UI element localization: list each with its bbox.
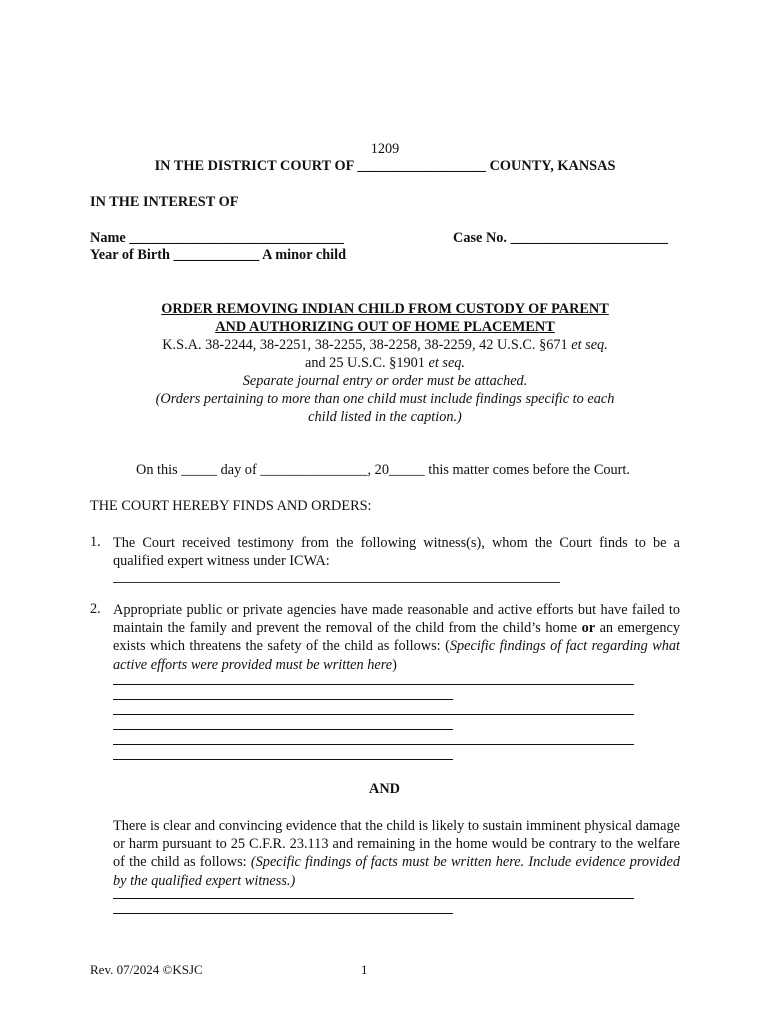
item-2-italic: Specific findings of fact regarding what active efforts were provided must be written here xyxy=(113,638,680,673)
form-number: 1209 xyxy=(370,141,400,157)
findings-line xyxy=(113,759,453,760)
item-1-text: The Court received testimony from the following witness(s), whom the Court finds to be a qualified expert witness under ICWA: xyxy=(113,535,680,570)
item-2-number: 2. xyxy=(90,601,101,617)
statutes-text-2: and 25 U.S.C. §1901 xyxy=(304,355,429,371)
multiple-children-note-2: child listed in the caption.) xyxy=(308,409,462,425)
court-prefix: IN THE DISTRICT COURT OF xyxy=(154,158,354,174)
order-title-line-1: ORDER REMOVING INDIAN CHILD FROM CUSTODY OF PARENT xyxy=(161,301,609,317)
minor-child-label: A minor child xyxy=(262,247,347,263)
journal-entry-note: Separate journal entry or order must be attached. xyxy=(242,373,528,389)
findings-line xyxy=(113,684,634,685)
statutes-text-1: K.S.A. 38-2244, 38-2251, 38-2255, 38-2258, 38-2259, 42 U.S.C. §671 xyxy=(162,337,572,353)
evidence-text: There is clear and convincing evidence that the child is likely to sustain imminent physical damage or harm pursuant to 25 C.F.R. 23.113 and remaining in the home would be contrary to the welfare of the child as follows: xyxy=(113,818,680,871)
statutes-line-1 xyxy=(0,337,770,354)
court-heading xyxy=(0,158,770,175)
and-label: AND xyxy=(369,781,400,797)
statutes-italic-2: et seq. xyxy=(428,355,466,371)
name-line xyxy=(90,230,344,247)
statutes-line-2 xyxy=(0,355,770,372)
findings-line xyxy=(113,699,453,700)
county-blank: __________________ xyxy=(357,158,487,174)
court-suffix: COUNTY, KANSAS xyxy=(489,158,616,174)
case-no-line xyxy=(453,230,668,247)
page-number: 1 xyxy=(361,962,368,977)
item-1-number: 1. xyxy=(90,534,101,550)
name-blank: ______________________________ xyxy=(129,230,344,246)
finds-and-orders-heading: THE COURT HEREBY FINDS AND ORDERS: xyxy=(90,498,372,514)
revision-footer: Rev. 07/2024 ©KSJC xyxy=(90,962,203,977)
name-label: Name xyxy=(90,230,126,246)
evidence-italic: (Specific findings of facts must be written here. Include evidence provided by the qualified expert witness.) xyxy=(113,854,680,889)
item-2-text-c: ) xyxy=(392,656,397,673)
yob-blank: ____________ xyxy=(173,247,260,263)
multiple-children-note-1: (Orders pertaining to more than one child must include findings specific to each xyxy=(155,391,615,407)
case-no-blank: ______________________ xyxy=(510,230,668,246)
findings-line xyxy=(113,714,634,715)
on-this-day-line: On this _____ day of _______________, 20_____ this matter comes before the Court. xyxy=(136,462,630,478)
evidence-paragraph xyxy=(113,817,680,890)
witness-blank-line xyxy=(113,582,560,583)
yob-label: Year of Birth xyxy=(90,247,170,263)
year-of-birth-line xyxy=(90,247,346,264)
item-2-text-a: Appropriate public or private agencies have made reasonable and active efforts but have failed to maintain the family and prevent the removal of the child from the child’s home xyxy=(113,602,680,637)
findings-line xyxy=(113,729,453,730)
item-2-text-b: an emergency exists which threatens the safety of the child as follows: ( xyxy=(113,620,680,655)
statutes-italic-1: et seq. xyxy=(571,337,608,353)
evidence-line xyxy=(113,898,634,899)
order-title-line-2: AND AUTHORIZING OUT OF HOME PLACEMENT xyxy=(215,319,555,335)
evidence-line xyxy=(113,913,453,914)
findings-line xyxy=(113,744,634,745)
item-2-text xyxy=(113,601,680,674)
interest-of-label: IN THE INTEREST OF xyxy=(90,194,239,210)
case-no-label: Case No. xyxy=(453,230,508,246)
item-2-or: or xyxy=(581,620,596,637)
